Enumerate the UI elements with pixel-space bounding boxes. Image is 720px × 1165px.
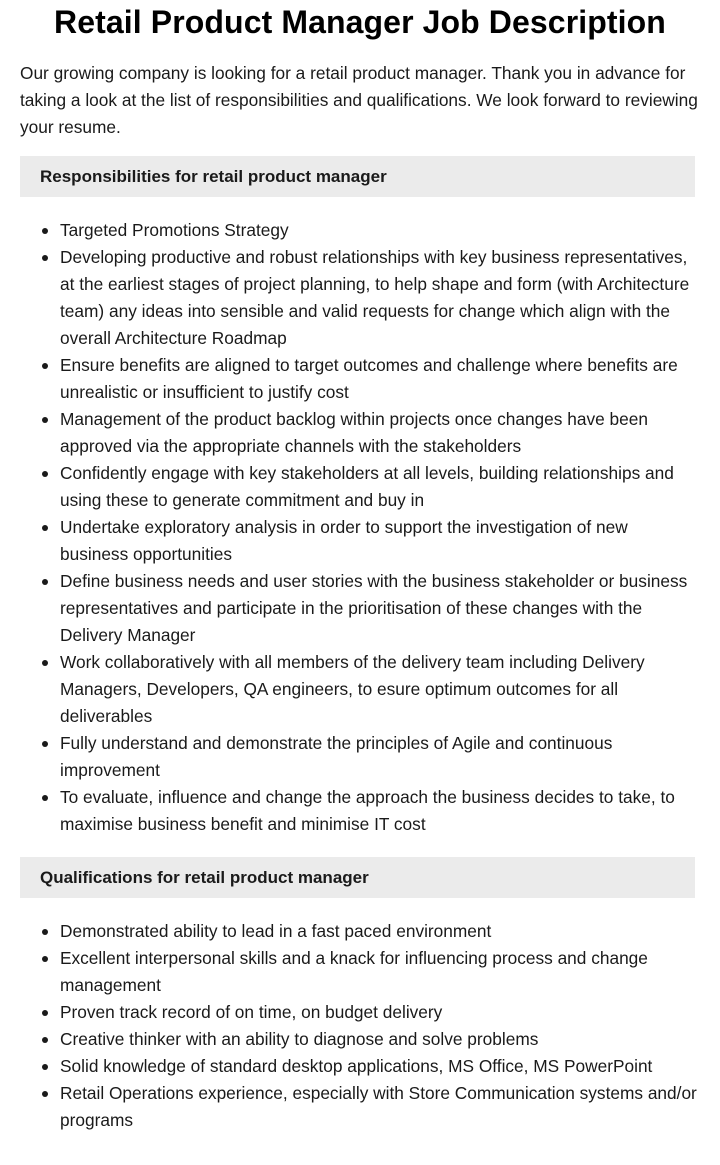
responsibilities-list [20,217,700,838]
list-item-text: Fully understand and demonstrate the principles of Agile and continuous improvement [60,733,613,780]
list-item [20,649,700,730]
list-item-text: Management of the product backlog within projects once changes have been approved via the appropriate channels with the stakeholders [60,409,648,456]
list-item-text: Undertake exploratory analysis in order to support the investigation of new business opportunities [60,517,628,564]
list-item [20,918,700,945]
list-item-text: To evaluate, influence and change the approach the business decides to take, to maximise business benefit and minimise IT cost [60,787,675,834]
page-title: Retail Product Manager Job Description [54,4,666,40]
bullet-icon [42,579,48,585]
list-item [20,1080,700,1134]
list-item-text: Developing productive and robust relationships with key business representatives, at the earliest stages of project planning, to help shape and form (with Architecture team) any ideas into sensible and valid requests for change which align with the overall Architecture Roadmap [60,247,690,348]
list-item-text: Ensure benefits are aligned to target outcomes and challenge where benefits are unrealistic or insufficient to justify cost [60,355,678,402]
list-item [20,406,700,460]
bullet-icon [42,525,48,531]
list-item [20,784,700,838]
bullet-icon [42,1010,48,1016]
list-item-text: Proven track record of on time, on budget delivery [60,1002,443,1022]
list-item [20,1026,700,1053]
list-item [20,568,700,649]
responsibilities-heading: Responsibilities for retail product manager [20,156,695,197]
list-item-text: Demonstrated ability to lead in a fast paced environment [60,921,492,941]
bullet-icon [42,363,48,369]
bullet-icon [42,956,48,962]
list-item-text: Excellent interpersonal skills and a knack for influencing process and change management [60,948,648,995]
list-item [20,1053,700,1080]
list-item [20,217,700,244]
list-item-text: Retail Operations experience, especially with Store Communication systems and/or programs [60,1083,697,1130]
qualifications-heading: Qualifications for retail product manager [20,857,695,898]
list-item [20,352,700,406]
intro-paragraph: Our growing company is looking for a retail product manager. Thank you in advance for taking a look at the list of responsibilities and qualifications. We look forward to reviewing your resume. [20,63,698,137]
list-item [20,514,700,568]
bullet-icon [42,929,48,935]
bullet-icon [42,741,48,747]
bullet-icon [42,1091,48,1097]
list-item [20,730,700,784]
bullet-icon [42,1037,48,1043]
bullet-icon [42,255,48,261]
bullet-icon [42,660,48,666]
list-item-text: Creative thinker with an ability to diagnose and solve problems [60,1029,539,1049]
list-item [20,999,700,1026]
list-item-text: Solid knowledge of standard desktop applications, MS Office, MS PowerPoint [60,1056,653,1076]
list-item [20,460,700,514]
list-item-text: Work collaboratively with all members of the delivery team including Delivery Managers, Developers, QA engineers, to esure optimum outcomes for all deliverables [60,652,645,726]
bullet-icon [42,417,48,423]
list-item-text: Define business needs and user stories with the business stakeholder or business representatives and participate in the prioritisation of these changes with the Delivery Manager [60,571,688,645]
bullet-icon [42,471,48,477]
list-item [20,244,700,352]
bullet-icon [42,795,48,801]
qualifications-list [20,918,700,1134]
list-item [20,945,700,999]
list-item-text: Confidently engage with key stakeholders at all levels, building relationships and using these to generate commitment and buy in [60,463,674,510]
bullet-icon [42,1064,48,1070]
list-item-text: Targeted Promotions Strategy [60,220,289,240]
bullet-icon [42,228,48,234]
